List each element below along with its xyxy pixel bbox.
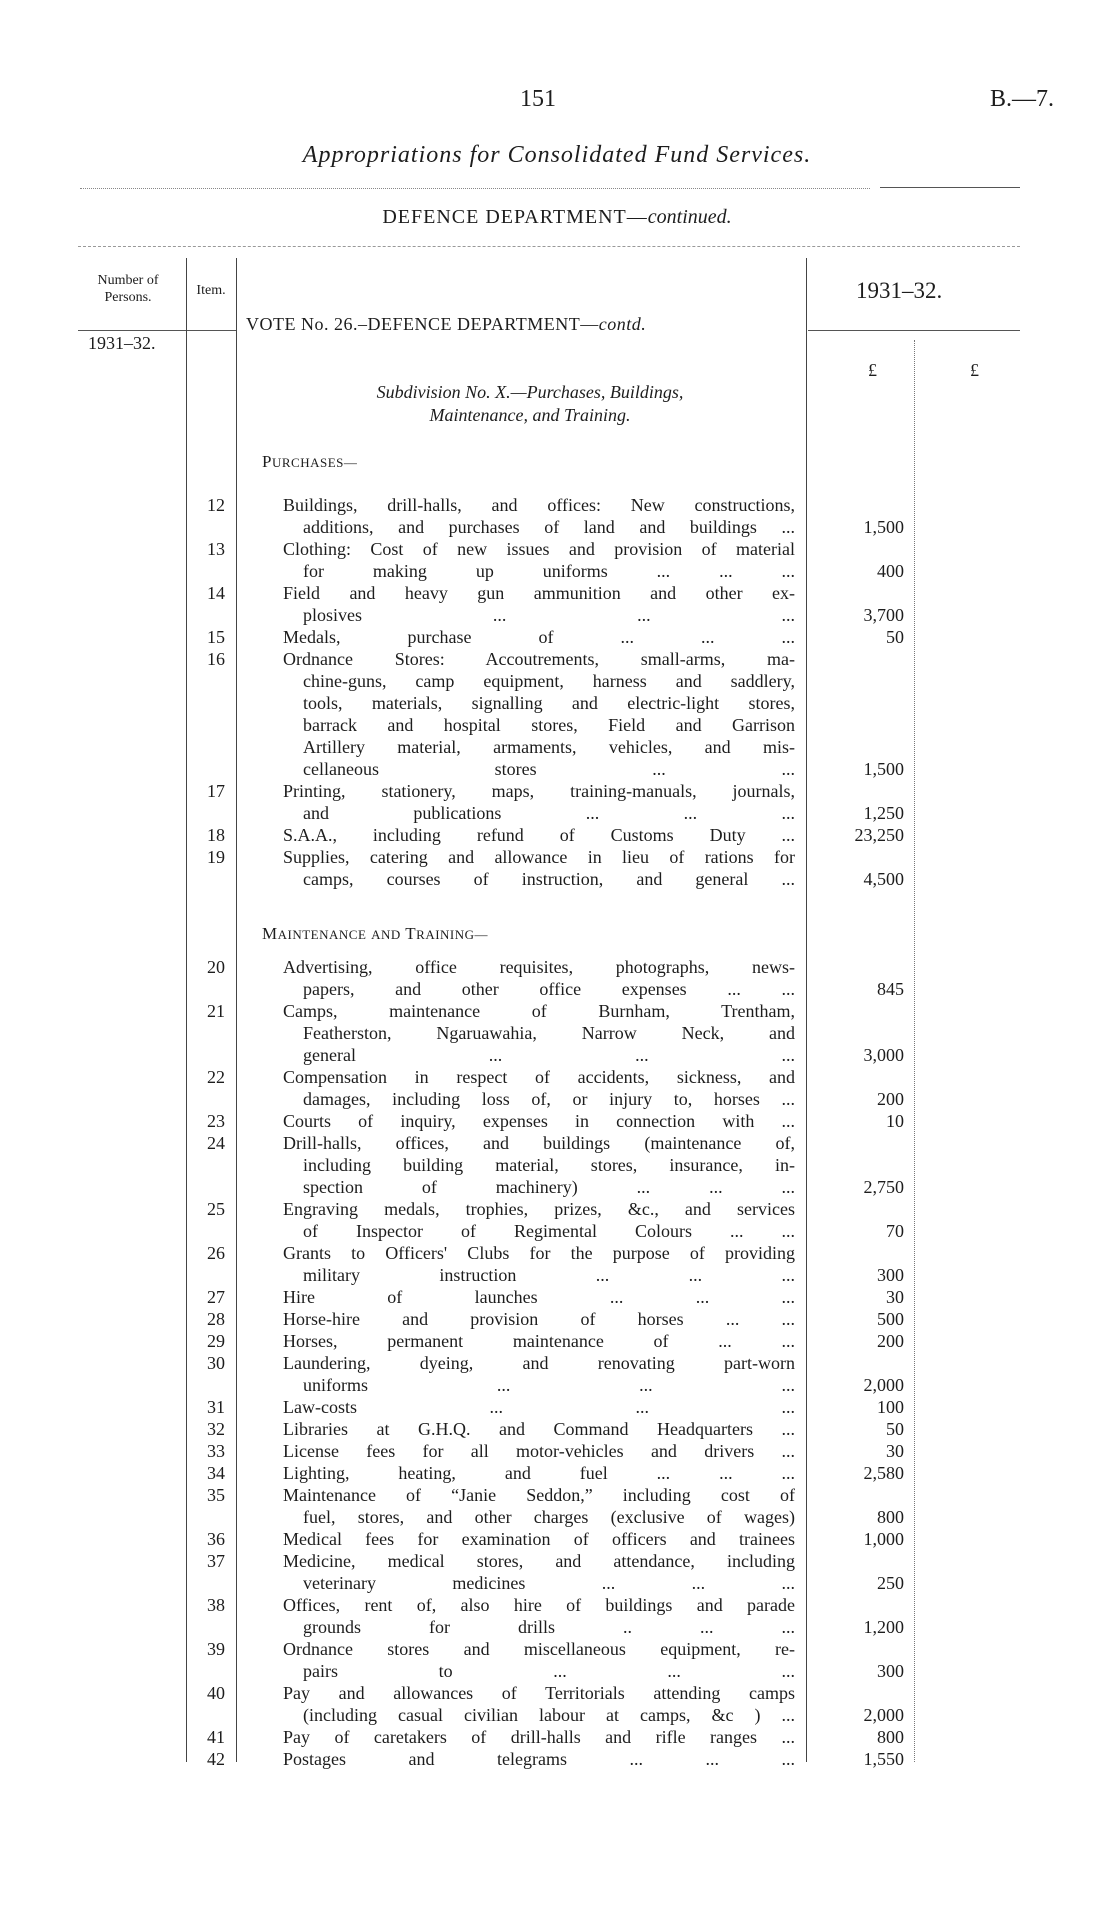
- description-line: Printing, stationery, maps, training-manuals, journals,: [283, 781, 795, 801]
- item-amount: 500: [877, 1309, 904, 1329]
- description-line: S.A.A., including refund of Customs Duty ...: [283, 825, 795, 845]
- description-line: Artillery material, armaments, vehicles, and mis-: [303, 737, 795, 757]
- item-number: 22: [207, 1067, 225, 1087]
- amount-header-rule: [808, 330, 1020, 331]
- description-line: papers, and other office expenses ... ...: [303, 979, 795, 999]
- rule-persons-right: [186, 258, 187, 1762]
- item-amount: 30: [886, 1441, 904, 1461]
- item-description: [283, 1682, 795, 1726]
- item-description: [283, 1418, 795, 1440]
- item-description: [283, 1462, 795, 1484]
- item-amount: 23,250: [854, 825, 904, 845]
- description-line: Clothing: Cost of new issues and provision of material: [283, 539, 795, 559]
- description-line: Laundering, dyeing, and renovating part-worn: [283, 1353, 795, 1373]
- subdivision-line-1: Subdivision No. X.—Purchases, Buildings,: [376, 382, 684, 402]
- subdivision-line-2: Maintenance, and Training.: [429, 405, 631, 425]
- rule-item-right: [236, 258, 237, 1762]
- description-line: Courts of inquiry, expenses in connection with ...: [283, 1111, 795, 1131]
- description-line: Field and heavy gun ammunition and other ex-: [283, 583, 795, 603]
- item-description: [283, 1638, 795, 1682]
- item-amount: 3,700: [863, 605, 904, 625]
- item-number: 28: [207, 1309, 225, 1329]
- description-line: for making up uniforms ... ... ...: [303, 561, 795, 581]
- vote-name: VOTE No. 26.–DEFENCE DEPARTMENT—: [246, 314, 599, 334]
- item-number: 21: [207, 1001, 225, 1021]
- item-number: 31: [207, 1397, 225, 1417]
- item-description: [283, 1308, 795, 1330]
- item-description: [283, 1066, 795, 1110]
- item-number: 26: [207, 1243, 225, 1263]
- description-line: Horse-hire and provision of horses ... ...: [283, 1309, 795, 1329]
- description-line: barrack and hospital stores, Field and Garrison: [303, 715, 795, 735]
- item-amount: 300: [877, 1265, 904, 1285]
- item-amount: 70: [886, 1221, 904, 1241]
- item-description: [283, 582, 795, 626]
- item-number: 20: [207, 957, 225, 977]
- item-description: [283, 1748, 795, 1770]
- item-description: [283, 1330, 795, 1352]
- item-amount: 300: [877, 1661, 904, 1681]
- pound-sign-right: £: [970, 360, 979, 380]
- description-line: Grants to Officers' Clubs for the purpose of providing: [283, 1243, 795, 1263]
- title-rule-right: [880, 187, 1020, 188]
- item-amount: 800: [877, 1507, 904, 1527]
- item-description: [283, 1132, 795, 1198]
- item-amount: 1,550: [863, 1749, 904, 1769]
- description-line: additions, and purchases of land and buildings ...: [303, 517, 795, 537]
- description-line: Medals, purchase of ... ... ...: [283, 627, 795, 647]
- description-line: and publications ... ... ...: [303, 803, 795, 823]
- description-line: Ordnance Stores: Accoutrements, small-arms, ma-: [283, 649, 795, 669]
- description-line: Drill-halls, offices, and buildings (maintenance of,: [283, 1133, 795, 1153]
- item-amount: 2,000: [863, 1705, 904, 1725]
- item-description: [283, 1726, 795, 1748]
- item-amount: 2,000: [863, 1375, 904, 1395]
- description-line: Pay of caretakers of drill-halls and rifle ranges ...: [283, 1727, 795, 1747]
- item-description: [283, 1242, 795, 1286]
- item-amount: 400: [877, 561, 904, 581]
- persons-header-rule: [78, 330, 188, 331]
- item-description: [283, 538, 795, 582]
- item-description: [283, 1198, 795, 1242]
- description-line: Engraving medals, trophies, prizes, &c., and services: [283, 1199, 795, 1219]
- description-line: spection of machinery) ... ... ...: [303, 1177, 795, 1197]
- description-line: Featherston, Ngaruawahia, Narrow Neck, and: [303, 1023, 795, 1043]
- item-number: 38: [207, 1595, 225, 1615]
- item-amount: 1,500: [863, 759, 904, 779]
- item-amount: 100: [877, 1397, 904, 1417]
- item-amount: 1,200: [863, 1617, 904, 1637]
- title-rule: [80, 188, 870, 189]
- description-line: Medicine, medical stores, and attendance, including: [283, 1551, 795, 1571]
- item-number: 35: [207, 1485, 225, 1505]
- description-line: military instruction ... ... ...: [303, 1265, 795, 1285]
- item-header-rule: [186, 330, 236, 331]
- description-line: plosives ... ... ...: [303, 605, 795, 625]
- item-number: 25: [207, 1199, 225, 1219]
- item-number: 29: [207, 1331, 225, 1351]
- description-line: Libraries at G.H.Q. and Command Headquarters ...: [283, 1419, 795, 1439]
- description-line: Hire of launches ... ... ...: [283, 1287, 795, 1307]
- item-amount: 2,750: [863, 1177, 904, 1197]
- item-description: [283, 648, 795, 780]
- description-line: Postages and telegrams ... ... ...: [283, 1749, 795, 1769]
- description-line: grounds for drills .. ... ...: [303, 1617, 795, 1637]
- department-name: DEFENCE DEPARTMENT—: [382, 206, 648, 228]
- vote-title: [246, 314, 646, 335]
- item-number: 16: [207, 649, 225, 669]
- item-amount: 845: [877, 979, 904, 999]
- description-line: Horses, permanent maintenance of ... ...: [283, 1331, 795, 1351]
- department-suffix: continued.: [647, 206, 732, 228]
- item-amount: 2,580: [863, 1463, 904, 1483]
- item-number: 13: [207, 539, 225, 559]
- item-number: 27: [207, 1287, 225, 1307]
- item-number: 39: [207, 1639, 225, 1659]
- item-amount: 1,000: [863, 1529, 904, 1549]
- item-number: 30: [207, 1353, 225, 1373]
- item-amount: 1,500: [863, 517, 904, 537]
- description-line: Advertising, office requisites, photographs, news-: [283, 957, 795, 977]
- item-amount: 10: [886, 1111, 904, 1131]
- item-number: 17: [207, 781, 225, 801]
- item-amount: 200: [877, 1089, 904, 1109]
- year-header: 1931–32.: [856, 278, 943, 303]
- item-number: 42: [207, 1749, 225, 1769]
- description-line: (including casual civilian labour at camps, &c ) ...: [303, 1705, 795, 1725]
- item-number: 34: [207, 1463, 225, 1483]
- item-amount: 800: [877, 1727, 904, 1747]
- item-header: Item.: [196, 283, 226, 298]
- description-line: including building material, stores, insurance, in-: [303, 1155, 795, 1175]
- description-line: Ordnance stores and miscellaneous equipment, re-: [283, 1639, 795, 1659]
- description-line: Offices, rent of, also hire of buildings and parade: [283, 1595, 795, 1615]
- subdivision-heading: [250, 381, 810, 427]
- item-description: [283, 824, 795, 846]
- item-number: 37: [207, 1551, 225, 1571]
- description-line: Supplies, catering and allowance in lieu of rations for: [283, 847, 795, 867]
- item-description: [283, 846, 795, 890]
- pound-sign-left: £: [868, 360, 877, 380]
- item-description: [283, 1528, 795, 1550]
- year-left: 1931–32.: [88, 333, 156, 353]
- item-description: [283, 1352, 795, 1396]
- description-line: camps, courses of instruction, and general ...: [303, 869, 795, 889]
- item-description: [283, 1396, 795, 1418]
- description-line: tools, materials, signalling and electric-light stores,: [303, 693, 795, 713]
- description-line: general ... ... ...: [303, 1045, 795, 1065]
- item-amount: 3,000: [863, 1045, 904, 1065]
- item-description: [283, 626, 795, 648]
- department-heading: [0, 206, 1114, 229]
- description-line: chine-guns, camp equipment, harness and saddlery,: [303, 671, 795, 691]
- description-line: uniforms ... ... ...: [303, 1375, 795, 1395]
- item-amount: 50: [886, 1419, 904, 1439]
- page-title: Appropriations for Consolidated Fund Services.: [302, 142, 812, 168]
- description-line: Medical fees for examination of officers and trainees: [283, 1529, 795, 1549]
- item-number: 24: [207, 1133, 225, 1153]
- item-description: [283, 780, 795, 824]
- item-number: 14: [207, 583, 225, 603]
- description-line: pairs to ... ... ...: [303, 1661, 795, 1681]
- description-line: cellaneous stores ... ...: [303, 759, 795, 779]
- item-number: 15: [207, 627, 225, 647]
- item-description: [283, 1484, 795, 1528]
- item-amount: 200: [877, 1331, 904, 1351]
- item-amount: 250: [877, 1573, 904, 1593]
- description-line: License fees for all motor-vehicles and drivers ...: [283, 1441, 795, 1461]
- item-amount: 30: [886, 1287, 904, 1307]
- description-line: veterinary medicines ... ... ...: [303, 1573, 795, 1593]
- item-description: [283, 956, 795, 1000]
- item-description: [283, 494, 795, 538]
- vote-suffix: contd.: [598, 314, 647, 334]
- item-number: 19: [207, 847, 225, 867]
- item-amount: 4,500: [863, 869, 904, 889]
- item-number: 18: [207, 825, 225, 845]
- item-description: [283, 1594, 795, 1638]
- section-heading-purchases: [262, 452, 357, 472]
- page-reference: B.—7.: [990, 86, 1055, 112]
- number-of-persons-header: Number of Persons.: [97, 273, 159, 305]
- description-line: of Inspector of Regimental Colours ... ...: [303, 1221, 795, 1241]
- item-amount: 50: [886, 627, 904, 647]
- item-description: [283, 1550, 795, 1594]
- description-line: Maintenance of “Janie Seddon,” including cost of: [283, 1485, 795, 1505]
- item-number: 41: [207, 1727, 225, 1747]
- item-amount: 1,250: [863, 803, 904, 823]
- section-heading-text: PURCHASES—: [262, 452, 358, 471]
- description-line: Law-costs ... ... ...: [283, 1397, 795, 1417]
- section-heading-text: MAINTENANCE AND TRAINING—: [262, 924, 489, 943]
- item-number: 40: [207, 1683, 225, 1703]
- header-top-rule: [78, 246, 1020, 247]
- item-description: [283, 1110, 795, 1132]
- description-line: Buildings, drill-halls, and offices: New constructions,: [283, 495, 795, 515]
- item-description: [283, 1286, 795, 1308]
- description-line: Compensation in respect of accidents, sickness, and: [283, 1067, 795, 1087]
- page-number: 151: [520, 86, 556, 112]
- item-number: 33: [207, 1441, 225, 1461]
- description-line: Lighting, heating, and fuel ... ... ...: [283, 1463, 795, 1483]
- item-number: 23: [207, 1111, 225, 1131]
- description-line: fuel, stores, and other charges (exclusive of wages): [303, 1507, 795, 1527]
- item-description: [283, 1440, 795, 1462]
- item-number: 32: [207, 1419, 225, 1439]
- description-line: damages, including loss of, or injury to, horses ...: [303, 1089, 795, 1109]
- item-number: 12: [207, 495, 225, 515]
- item-number: 36: [207, 1529, 225, 1549]
- description-line: Pay and allowances of Territorials attending camps: [283, 1683, 795, 1703]
- section-heading-maintenance: [262, 924, 488, 944]
- rule-amount-right: [914, 340, 915, 1762]
- description-line: Camps, maintenance of Burnham, Trentham,: [283, 1001, 795, 1021]
- rule-desc-right: [806, 258, 807, 1762]
- item-description: [283, 1000, 795, 1066]
